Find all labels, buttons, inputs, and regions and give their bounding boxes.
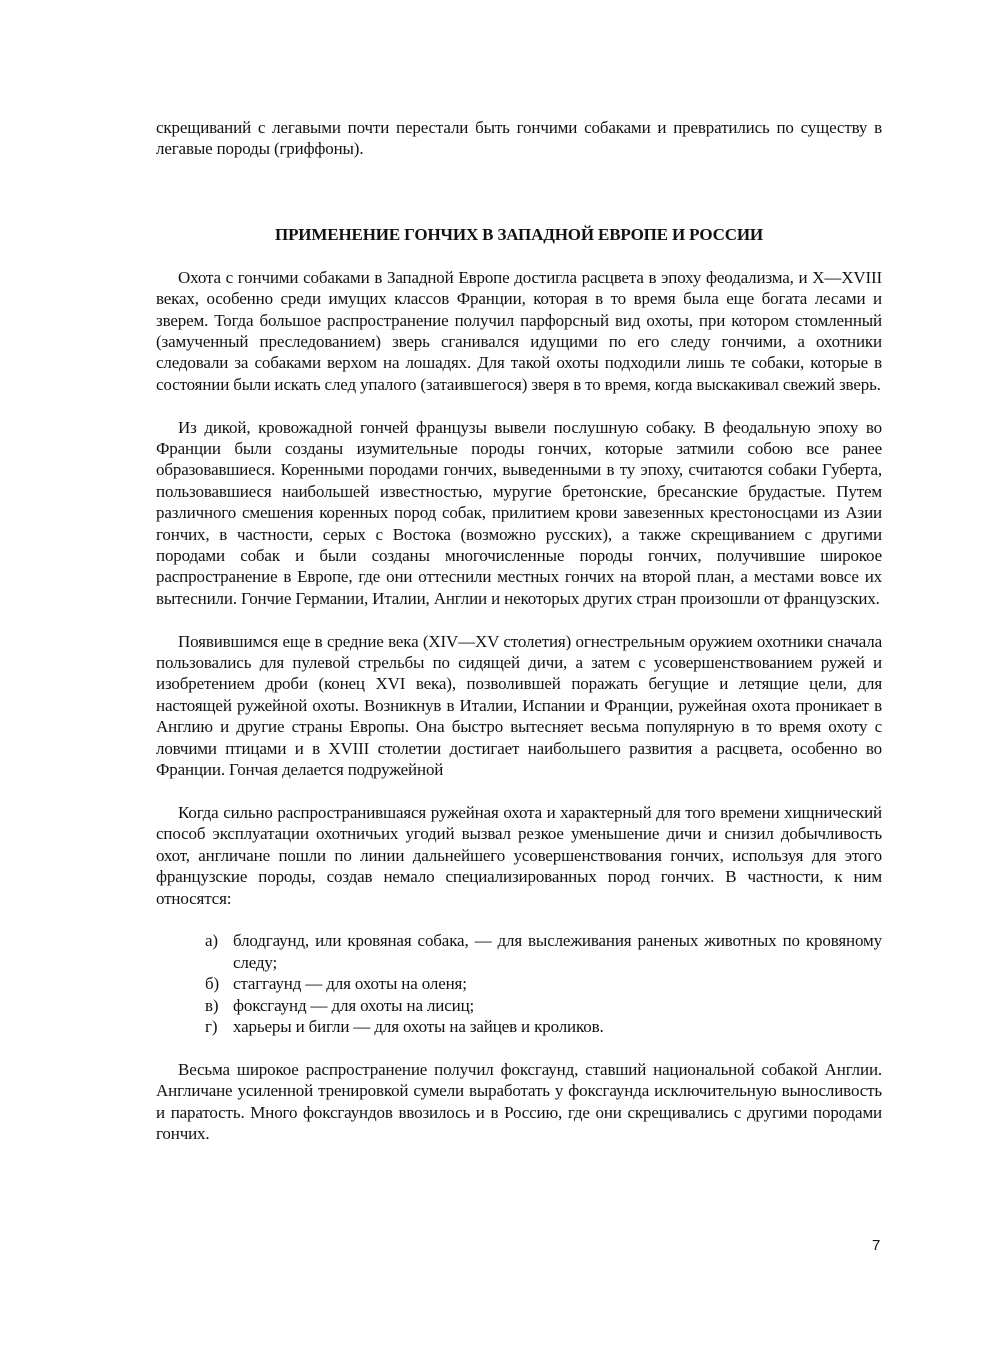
list-item-text: блодгаунд, или кровяная собака, — для выслеживания раненых животных по кровяному следу; xyxy=(233,931,882,972)
list-item xyxy=(205,930,882,973)
list-marker: б) xyxy=(205,974,220,994)
final-paragraph: Весьма широкое распространение получил фоксгаунд, ставший национальной собакой Англии. Англичане усиленной тренировкой сумели выработать у фоксгаунда исключительную выносливость и паратость. Много фоксгаундов ввозилось и в Россию, где они скрещивались с другими породами гончих. xyxy=(156,1059,882,1143)
continuation-paragraph: скрещиваний с легавыми почти перестали быть гончими собаками и превратились по существу в легавые породы (гриффоны). xyxy=(156,118,882,159)
list-item-text: стаггаунд — для охоты на оленя; xyxy=(233,974,467,994)
list-item-text: фоксгаунд — для охоты на лисиц; xyxy=(233,995,475,1015)
document-page xyxy=(156,117,882,1144)
list-marker: в) xyxy=(205,995,219,1015)
list-marker: а) xyxy=(205,931,218,951)
list-item xyxy=(205,973,882,994)
breed-list xyxy=(156,930,882,1037)
paragraph: Когда сильно распространившаяся ружейная охота и характерный для того времени хищнический способ эксплуатации охотничьих угодий вызвал резкое уменьшение дичи и снизил добычливость охот, англичане пошли по линии дальнейшего усовершенствования гончих, используя для этого французские породы, создав немало специализированных пород гончих. В частности, к ним относятся: xyxy=(156,802,882,908)
list-item xyxy=(205,995,882,1016)
list-item-text: харьеры и бигли — для охоты на зайцев и кроликов. xyxy=(233,1016,604,1036)
paragraph: Появившимся еще в средние века (XIV—XV столетия) огнестрельным оружием охотники сначала пользовались для пулевой стрельбы по сидящей дичи, а затем с усовершенствованием ружей и изобретением дроби (конец XVI века), позволившей поражать бегущие и летящие цели, для настоящей ружейной охоты. Возникнув в Италии, Испании и Франции, ружейная охота проникает в Англию и другие страны Европы. Она быстро вытесняет весьма популярную в то время охоту с ловчими птицами и в XVIII столетии достигает наибольшего развития а расцвета, особенно во Франции. Гончая делается подружейной xyxy=(156,631,882,780)
paragraph: Охота с гончими собаками в Западной Европе достигла расцвета в эпоху феодализма, и X—XVIII веках, особенно среди имущих классов Франции, которая в то время была еще богата лесами и зверем. Тогда большое распространение получил парфорсный вид охоты, при котором стомленный (замученный преследованием) зверь сганивался идущими по его следу гончими, а охотники следовали за собаками верхом на лошадях. Для такой охоты подходили лишь те собаки, которые в состоянии были искать след упалого (затаившегося) зверя в то время, когда выскакивал свежий зверь. xyxy=(156,267,882,394)
section-heading: ПРИМЕНЕНИЕ ГОНЧИХ В ЗАПАДНОЙ ЕВРОПЕ И РОССИИ xyxy=(275,224,763,244)
page-number: 7 xyxy=(872,1237,881,1254)
list-marker: г) xyxy=(205,1016,218,1036)
paragraph: Из дикой, кровожадной гончей французы вывели послушную собаку. В феодальную эпоху во Франции были созданы изумительные породы гончих, которые затмили собою все ранее образовавшиеся. Коренными породами гончих, выведенными в ту эпоху, считаются собаки Губерта, пользовавшиеся наибольшей известностью, муругие бретонские, бресанские брудастые. Путем различного смешения коренных пород собак, прилитием крови завезенных крестоносцами из Азии гончих, в частности, серых с Востока (возможно русских), а также скрещиванием с другими породами собак и были созданы многочисленные породы гончих, получившие широкое распространение в Европе, где они оттеснили местных гончих на второй план, а местами вовсе их вытеснили. Гончие Германии, Италии, Англии и некоторых других стран произошли от французских. xyxy=(156,417,882,608)
list-item xyxy=(205,1016,882,1037)
